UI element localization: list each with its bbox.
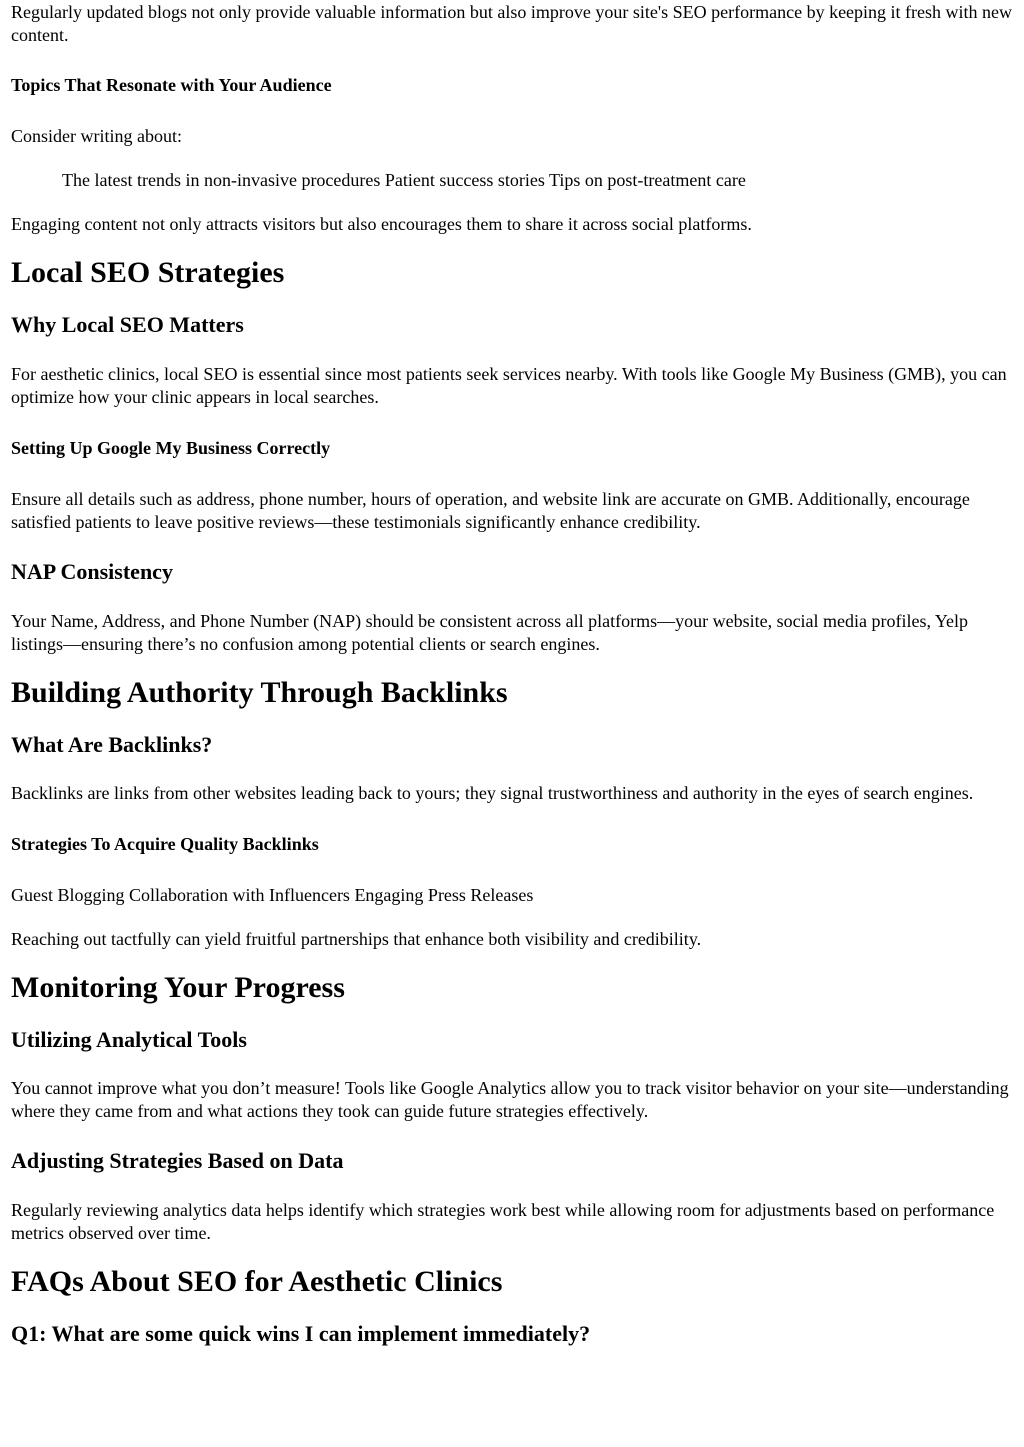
analytical-tools-heading: Utilizing Analytical Tools	[11, 1027, 247, 1052]
engaging-paragraph: Engaging content not only attracts visitors but also encourages them to share it across social platforms.	[11, 214, 752, 234]
gmb-heading: Setting Up Google My Business Correctly	[11, 438, 331, 458]
strategies-heading: Strategies To Acquire Quality Backlinks	[11, 834, 319, 854]
why-local-seo-paragraph: For aesthetic clinics, local SEO is essential since most patients seek services nearby. With tools like Google My Business (GMB), you can optimize how your clinic appears in local searches.	[11, 364, 1007, 407]
q1-heading: Q1: What are some quick wins I can implement immediately?	[11, 1321, 591, 1346]
topics-heading: Topics That Resonate with Your Audience	[11, 75, 332, 95]
strategies-list: Guest Blogging Collaboration with Influencers Engaging Press Releases	[11, 885, 534, 905]
nap-paragraph: Your Name, Address, and Phone Number (NAP) should be consistent across all platforms—your website, social media profiles, Yelp listings—ensuring there’s no confusion among potential clients or search engines.	[11, 611, 969, 654]
adjusting-strategies-paragraph: Regularly reviewing analytics data helps identify which strategies work best while allowing room for adjustments based on performance metrics observed over time.	[11, 1200, 995, 1243]
article-body	[0, 1, 1024, 1347]
monitoring-heading: Monitoring Your Progress	[11, 971, 345, 1004]
consider-paragraph: Consider writing about:	[11, 126, 182, 146]
what-backlinks-paragraph: Backlinks are links from other websites leading back to yours; they signal trustworthiness and authority in the eyes of search engines.	[11, 783, 974, 803]
nap-heading: NAP Consistency	[11, 559, 173, 584]
backlinks-heading: Building Authority Through Backlinks	[11, 676, 508, 709]
analytical-tools-paragraph: You cannot improve what you don’t measure! Tools like Google Analytics allow you to track visitor behavior on your site—understanding where they came from and what actions they took can guide future strategies effectively.	[11, 1078, 1009, 1121]
why-local-seo-heading: Why Local SEO Matters	[11, 312, 244, 337]
gmb-paragraph: Ensure all details such as address, phone number, hours of operation, and website link are accurate on GMB. Additionally, encourage satisfied patients to leave positive reviews—these testimonials significantly enhance credibility.	[11, 489, 970, 532]
faqs-heading: FAQs About SEO for Aesthetic Clinics	[11, 1265, 503, 1298]
local-seo-heading: Local SEO Strategies	[11, 256, 285, 289]
adjusting-strategies-heading: Adjusting Strategies Based on Data	[11, 1148, 344, 1173]
what-backlinks-heading: What Are Backlinks?	[11, 732, 213, 757]
topics-list: The latest trends in non-invasive procedures Patient success stories Tips on post-treatment care	[62, 170, 746, 190]
intro-paragraph: Regularly updated blogs not only provide valuable information but also improve your site's SEO performance by keeping it fresh with new content.	[11, 2, 1013, 45]
reaching-paragraph: Reaching out tactfully can yield fruitful partnerships that enhance both visibility and credibility.	[11, 929, 702, 949]
